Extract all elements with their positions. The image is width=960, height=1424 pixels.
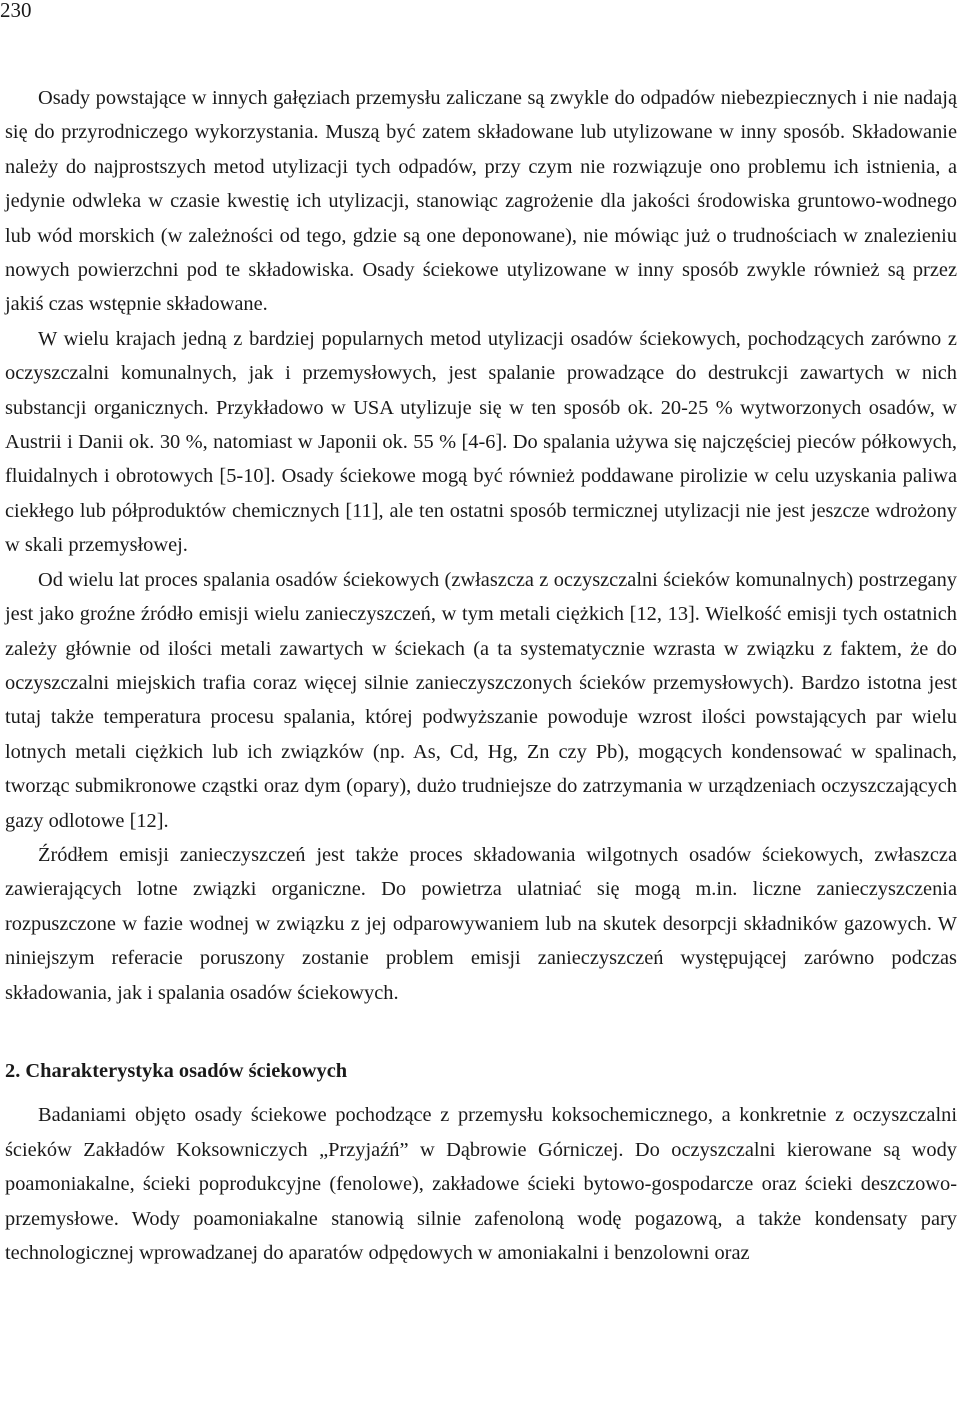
paragraph-spalanie: W wielu krajach jedną z bardziej popularnych metod utylizacji osadów ściekowych, pochodzących zarówno z oczyszczalni komunalnych, jak i przemysłowych, jest spalanie prowadzące do destrukcji zawartych w nich substancji organicznych. Przykładowo w USA utylizuje się w ten sposób ok. 20-25 % wytworzonych osadów, w Austrii i Danii ok. 30 %, natomiast w Japonii ok. 55 % [4-6]. Do spalania używa się najczęściej pieców półkowych, fluidalnych i obrotowych [5-10]. Osady ściekowe mogą być również poddawane pirolizie w celu uzyskania paliwa ciekłego lub półproduktów chemicznych [11], ale ten ostatni sposób termicznej utylizacji nie jest jeszcze wdrożony w skali przemysłowej.: [5, 327, 957, 557]
section-heading: 2. Charakterystyka osadów ściekowych: [5, 1059, 348, 1082]
page-number: 230: [0, 0, 32, 22]
paragraph-zrodlo-emisji: Źródłem emisji zanieczyszczeń jest także proces składowania wilgotnych osadów ściekowych, zwłaszcza zawierających lotne związki organiczne. Do powietrza ulatniać się mogą m.in. liczne zanieczyszczenia rozpuszczone w fazie wodnej w związku z jej odparowywaniem lub na skutek desorpcji składników gazowych. W niniejszym referacie poruszony zostanie problem emisji zanieczyszczeń występującej zarówno podczas składowania, jak i spalania osadów ściekowych.: [5, 843, 957, 1004]
paragraph-badania: Badaniami objęto osady ściekowe pochodzące z przemysłu koksochemicznego, a konkretnie z oczyszczalni ścieków Zakładów Koksowniczych „Przyjaźń” w Dąbrowie Górniczej. Do oczyszczalni kierowane są wody poamoniakalne, ścieki poprodukcyjne (fenolowe), zakładowe ścieki bytowo-gospodarcze oraz ścieki deszczowo-przemysłowe. Wody poamoniakalne stanowią silnie zafenoloną wodę pogazową, a także kondensaty pary technologicznej wprowadzanej do aparatów odpędowych w amoniakalni i benzolowni oraz: [5, 1104, 957, 1264]
paragraph-emisja-metali: Od wielu lat proces spalania osadów ściekowych (zwłaszcza z oczyszczalni ścieków komunalnych) postrzegany jest jako groźne źródło emisji wielu zanieczyszczeń, w tym metali ciężkich [12, 13]. Wielkość emisji tych ostatnich zależy głównie od ilości metali zawartych w ściekach (a ta systematycznie wzrasta w związku z faktem, że do oczyszczalni miejskich trafia coraz więcej silnie zanieczyszczonych ścieków przemysłowych). Bardzo istotna jest tutaj także temperatura procesu spalania, której podwyższanie powoduje wzrost ilości powstających par wielu lotnych metali ciężkich lub ich związków (np. As, Cd, Hg, Zn czy Pb), mogących kondensować w spalinach, tworząc submikronowe cząstki oraz dym (opary), dużo trudniejsze do zatrzymania w urządzeniach oczyszczających gazy odlotowe [12].: [5, 568, 957, 832]
document-body: [5, 81, 957, 1270]
paragraph-osady-powstajace: Osady powstające w innych gałęziach przemysłu zaliczane są zwykle do odpadów niebezpiecznych i nie nadają się do przyrodniczego wykorzystania. Muszą być zatem składowane lub utylizowane w inny sposób. Składowanie należy do najprostszych metod utylizacji tych odpadów, przy czym nie rozwiązuje ono problemu ich istnienia, a jedynie odwleka w czasie kwestię ich utylizacji, stanowiąc zagrożenie dla jakości środowiska gruntowo-wodnego lub wód morskich (w zależności od tego, gdzie są one deponowane), nie mówiąc już o trudnościach w znalezieniu nowych powierzchni pod te składowiska. Osady ściekowe utylizowane w inny sposób zwykle również są przez jakiś czas wstępnie składowane.: [5, 87, 957, 316]
